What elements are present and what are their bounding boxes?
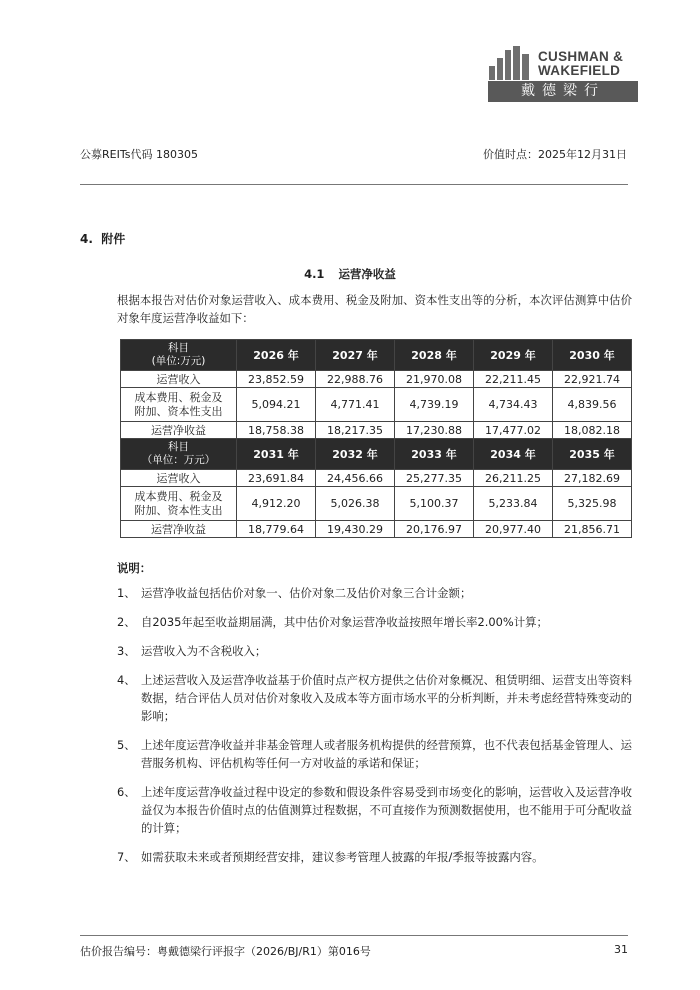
page-number: 31 xyxy=(614,943,628,956)
row-label: 运营净收益 xyxy=(121,521,237,538)
table-label-header: 科目 （单位：万元） xyxy=(121,439,237,470)
year-header: 2033 年 xyxy=(395,439,474,470)
table-cell: 18,779.64 xyxy=(237,521,316,538)
table-cell: 5,233.84 xyxy=(474,487,553,521)
table-cell: 26,211.25 xyxy=(474,470,553,487)
row-label: 运营净收益 xyxy=(121,422,237,439)
list-item: 1、 运营净收益包括估价对象一、估价对象二及估价对象三合计金额； xyxy=(117,586,472,600)
table-cell: 21,856.71 xyxy=(553,521,632,538)
year-header: 2032 年 xyxy=(316,439,395,470)
notes-title: 说明： xyxy=(117,561,152,575)
year-header: 2035 年 xyxy=(553,439,632,470)
list-item: 6、 上述年度运营净收益过程中设定的参数和假设条件容易受到市场变化的影响，运营收入及运营净收益仅为本报告价值时点的估值测算过程数据，不可直接作为预测数据使用，也不能用于可分配收益的计算； xyxy=(117,785,632,835)
table-cell: 24,456.66 xyxy=(316,470,395,487)
table-row xyxy=(121,371,632,388)
table-cell: 25,277.35 xyxy=(395,470,474,487)
year-header: 2030 年 xyxy=(553,340,632,371)
table-cell: 23,691.84 xyxy=(237,470,316,487)
table-cell: 19,430.29 xyxy=(316,521,395,538)
report-number: 估价报告编号：粤戴德梁行评报字（2026/BJ/R1）第016号 xyxy=(80,945,371,958)
year-header: 2034 年 xyxy=(474,439,553,470)
row-label: 运营收入 xyxy=(121,371,237,388)
list-item: 5、 上述年度运营净收益并非基金管理人或者服务机构提供的经营预算，也不代表包括基金管理人、运营服务机构、评估机构等任何一方对收益的承诺和保证； xyxy=(117,738,632,770)
table-cell: 18,758.38 xyxy=(237,422,316,439)
list-item: 4、 上述运营收入及运营净收益基于价值时点产权方提供之估价对象概况、租赁明细、运营支出等资料数据，结合评估人员对估价对象收入及成本等方面市场水平的分析判断，并未考虑经营特殊变动的影响； xyxy=(117,673,632,723)
year-header: 2027 年 xyxy=(316,340,395,371)
table-cell: 5,100.37 xyxy=(395,487,474,521)
footer-divider xyxy=(80,935,628,936)
section-heading: 4. 附件 xyxy=(80,232,126,246)
table-cell: 17,477.02 xyxy=(474,422,553,439)
table-cell: 18,082.18 xyxy=(553,422,632,439)
header-divider xyxy=(80,184,628,185)
table-row xyxy=(121,422,632,439)
table-label-header: 科目 (单位:万元) xyxy=(121,340,237,371)
table-cell: 5,325.98 xyxy=(553,487,632,521)
table-cell: 21,970.08 xyxy=(395,371,474,388)
list-item: 7、 如需获取未来或者预期经营安排，建议参考管理人披露的年报/季报等披露内容。 xyxy=(117,850,544,864)
table-cell: 4,739.19 xyxy=(395,388,474,422)
table-cell: 4,912.20 xyxy=(237,487,316,521)
logo-brand-cn: 戴德梁行 xyxy=(488,81,638,102)
table-row xyxy=(121,521,632,538)
valuation-date: 价值时点：2025年12月31日 xyxy=(483,148,627,161)
table-cell: 4,839.56 xyxy=(553,388,632,422)
table-cell: 4,771.41 xyxy=(316,388,395,422)
table-header-row xyxy=(121,439,632,470)
year-header: 2028 年 xyxy=(395,340,474,371)
year-header: 2031 年 xyxy=(237,439,316,470)
table-row xyxy=(121,470,632,487)
table-cell: 22,921.74 xyxy=(553,371,632,388)
subsection-heading: 4.1 运营净收益 xyxy=(304,267,396,281)
table-cell: 4,734.43 xyxy=(474,388,553,422)
table-row xyxy=(121,487,632,521)
notes-list xyxy=(117,584,632,877)
table-cell: 18,217.35 xyxy=(316,422,395,439)
table-cell: 27,182.69 xyxy=(553,470,632,487)
table-cell: 5,094.21 xyxy=(237,388,316,422)
logo-brand-text: CUSHMAN & WAKEFIELD xyxy=(538,49,624,78)
intro-paragraph: 根据本报告对估价对象运营收入、成本费用、税金及附加、资本性支出等的分析，本次评估测算中估价对象年度运营净收益如下： xyxy=(117,293,632,325)
table-cell: 22,988.76 xyxy=(316,371,395,388)
table-cell: 17,230.88 xyxy=(395,422,474,439)
table-cell: 5,026.38 xyxy=(316,487,395,521)
reit-code: 公募REITs代码 180305 xyxy=(80,148,198,161)
table-cell: 23,852.59 xyxy=(237,371,316,388)
table-cell: 20,176.97 xyxy=(395,521,474,538)
table-row xyxy=(121,388,632,422)
table-cell: 20,977.40 xyxy=(474,521,553,538)
list-item: 2、 自2035年起至收益期届满，其中估价对象运营净收益按照年增长率2.00%计算； xyxy=(117,615,548,629)
year-header: 2029 年 xyxy=(474,340,553,371)
company-logo xyxy=(486,44,638,104)
row-label: 成本费用、税金及 附加、资本性支出 xyxy=(121,388,237,422)
list-item: 3、 运营收入为不含税收入； xyxy=(117,644,267,658)
net-income-table xyxy=(120,339,632,538)
table-header-row xyxy=(121,340,632,371)
table-cell: 22,211.45 xyxy=(474,371,553,388)
year-header: 2026 年 xyxy=(237,340,316,371)
logo-buildings-icon xyxy=(489,46,533,80)
row-label: 运营收入 xyxy=(121,470,237,487)
row-label: 成本费用、税金及 附加、资本性支出 xyxy=(121,487,237,521)
